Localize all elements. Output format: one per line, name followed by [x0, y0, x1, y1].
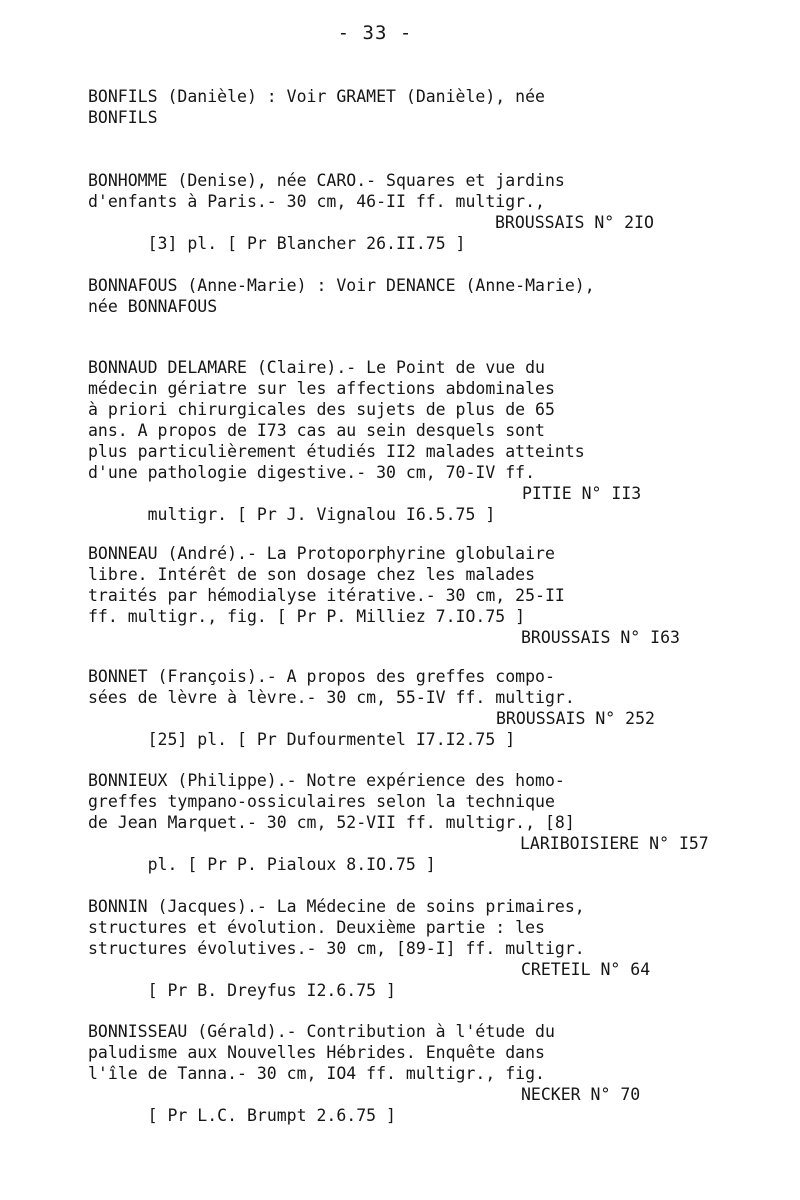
entry-line: ff. multigr., fig. [ Pr P. Milliez 7.IO.75 ] [88, 607, 526, 626]
entry-line: traités par hémodialyse itérative.- 30 cm, 25-II [88, 586, 565, 605]
entry-line-text: [ Pr B. Dreyfus I2.6.75 ] [147, 981, 396, 1000]
entry-line: BONNISSEAU (Gérald).- Contribution à l'étude du [88, 1022, 555, 1041]
bibliography-entry [88, 357, 728, 524]
entry-line-text: [ Pr L.C. Brumpt 2.6.75 ] [147, 1106, 396, 1125]
entry-line [88, 708, 728, 749]
entry-line: BONNET (François).- A propos des greffes compo- [88, 667, 555, 686]
entry-line-text: [25] pl. [ Pr Dufourmentel I7.I2.75 ] [147, 730, 516, 749]
entry-line: paludisme aux Nouvelles Hébrides. Enquête dans [88, 1043, 545, 1062]
entry-line: d'une pathologie digestive.- 30 cm, 70-IV ff. [88, 463, 536, 482]
bibliography-entry [88, 1021, 728, 1125]
library-reference: NECKER N° 70 [521, 1085, 641, 1104]
bibliography-entry [88, 275, 728, 317]
library-reference: BROUSSAIS N° 252 [496, 709, 655, 728]
entry-line [88, 1084, 728, 1125]
entry-line: d'enfants à Paris.- 30 cm, 46-II ff. multigr., [88, 192, 545, 211]
entry-line: libre. Intérêt de son dosage chez les malades [88, 565, 536, 584]
entry-line: l'île de Tanna.- 30 cm, IO4 ff. multigr., fig. [88, 1064, 545, 1083]
entry-line: structures et évolution. Deuxième partie : les [88, 918, 545, 937]
page-number: - 33 - [337, 22, 413, 44]
entry-line [88, 212, 728, 253]
bibliography-entry [88, 86, 728, 128]
entry-line: née BONNAFOUS [88, 297, 218, 316]
bibliography-entry [88, 543, 728, 648]
library-reference: BROUSSAIS N° 2IO [495, 213, 654, 232]
entry-line: plus particulièrement étudiés II2 malades atteints [88, 442, 585, 461]
library-reference: CRETEIL N° 64 [521, 960, 651, 979]
entry-line: BONFILS [88, 108, 158, 127]
library-reference: BROUSSAIS N° I63 [521, 628, 680, 647]
entry-line: BONNIN (Jacques).- La Médecine de soins primaires, [88, 897, 585, 916]
entry-line [88, 483, 728, 524]
entry-line-text: [3] pl. [ Pr Blancher 26.II.75 ] [147, 234, 466, 253]
bibliography-entry [88, 770, 728, 874]
entry-line: BONFILS (Danièle) : Voir GRAMET (Danièle), née [88, 87, 545, 106]
bibliography-entry [88, 170, 728, 253]
entry-line: ans. A propos de I73 cas au sein desquels sont [88, 421, 545, 440]
entry-line: BONNAUD DELAMARE (Claire).- Le Point de vue du [88, 358, 545, 377]
entry-line: BONNEAU (André).- La Protoporphyrine globulaire [88, 544, 555, 563]
entry-line: structures évolutives.- 30 cm, [89-I] ff. multigr. [88, 939, 585, 958]
entry-line-text: multigr. [ Pr J. Vignalou I6.5.75 ] [147, 505, 496, 524]
library-reference: LARIBOISIERE N° I57 [520, 834, 709, 853]
entry-line: BONHOMME (Denise), née CARO.- Squares et jardins [88, 171, 565, 190]
entry-line: sées de lèvre à lèvre.- 30 cm, 55-IV ff. multigr. [88, 688, 575, 707]
entry-line [88, 959, 728, 1000]
entry-line: BONNIEUX (Philippe).- Notre expérience des homo- [88, 771, 565, 790]
entry-line: greffes tympano-ossiculaires selon la technique [88, 792, 555, 811]
bibliography-entry [88, 666, 728, 749]
entry-line: BONNAFOUS (Anne-Marie) : Voir DENANCE (Anne-Marie), [88, 276, 595, 295]
entry-line [88, 833, 728, 874]
entry-line-text: pl. [ Pr P. Pialoux 8.IO.75 ] [147, 855, 436, 874]
entry-line [88, 627, 728, 648]
entry-line: de Jean Marquet.- 30 cm, 52-VII ff. multigr., [8] [88, 813, 575, 832]
bibliography-entry [88, 896, 728, 1000]
entry-line: à priori chirurgicales des sujets de plus de 65 [88, 400, 555, 419]
entry-line: médecin gériatre sur les affections abdominales [88, 379, 555, 398]
library-reference: PITIE N° II3 [522, 484, 642, 503]
